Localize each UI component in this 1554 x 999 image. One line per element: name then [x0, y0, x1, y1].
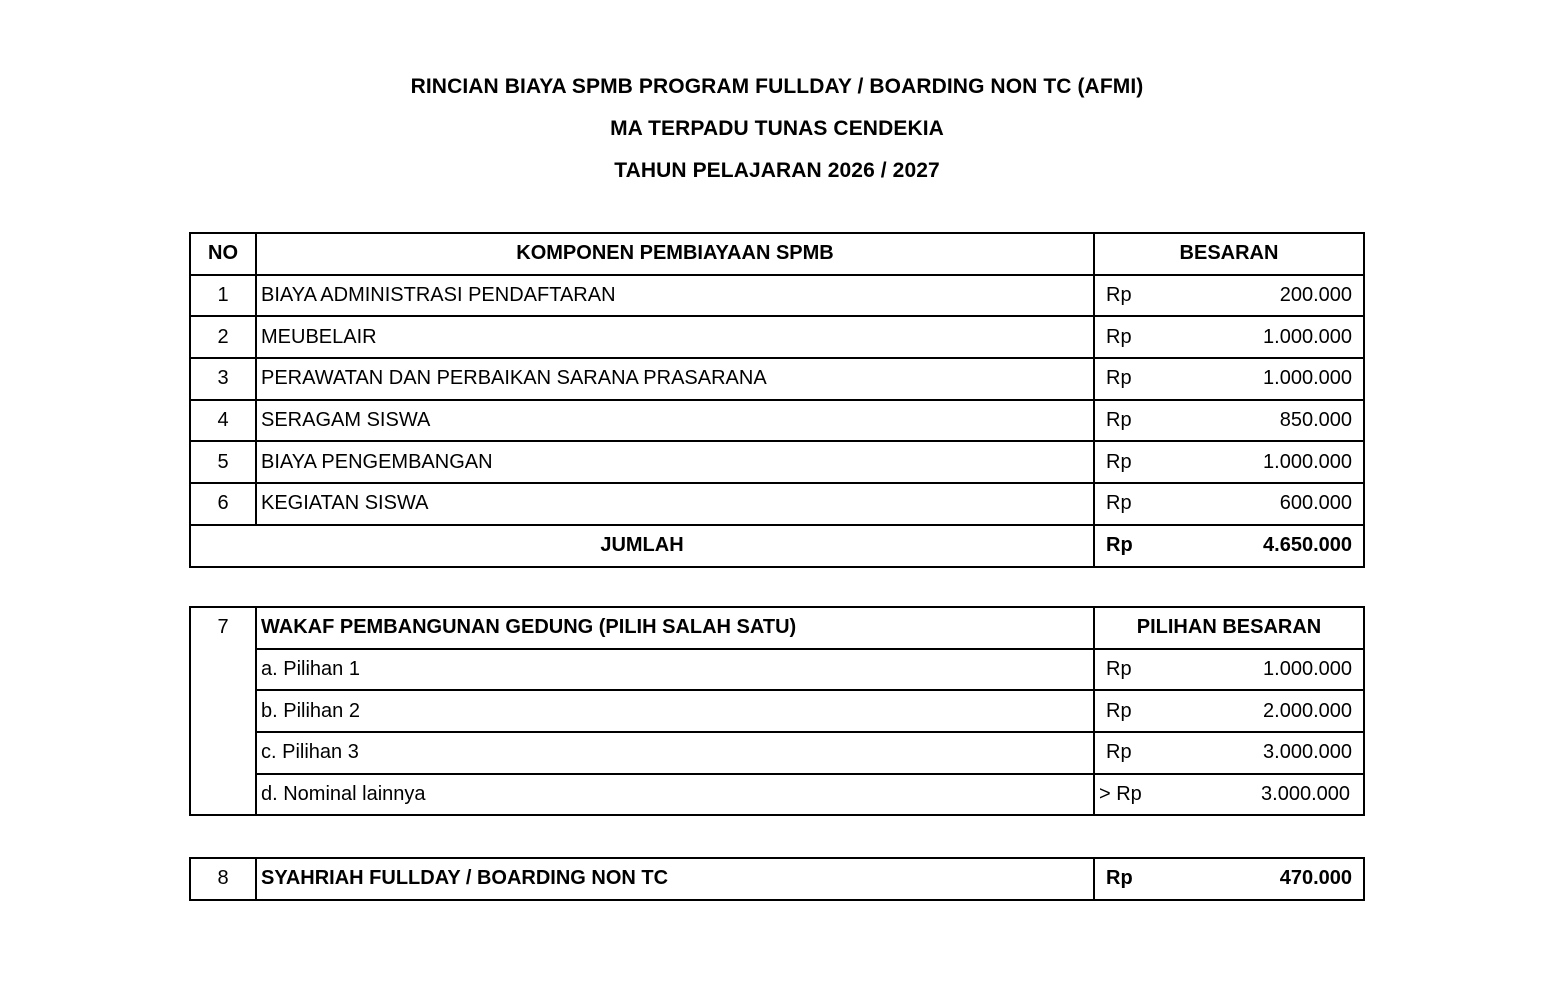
- wakaf-table: [189, 606, 1365, 816]
- total-row: [190, 525, 1364, 567]
- list-item: [190, 649, 1364, 691]
- option-label: d. Nominal lainnya: [256, 774, 1094, 816]
- list-item: [190, 690, 1364, 732]
- syahriah-no: 8: [190, 858, 256, 900]
- title-line-3: TAHUN PELAJARAN 2026 / 2027: [614, 159, 940, 182]
- table-row: [190, 358, 1364, 400]
- table-row: [190, 483, 1364, 525]
- currency-label: Rp: [1106, 367, 1132, 390]
- row-amount-cell: [1094, 483, 1364, 525]
- table-row: [190, 441, 1364, 483]
- row-no: 3: [190, 358, 256, 400]
- row-amount-cell: [1094, 275, 1364, 317]
- wakaf-amount-header: PILIHAN BESARAN: [1094, 607, 1364, 649]
- currency-label: Rp: [1106, 492, 1132, 515]
- row-no: 5: [190, 441, 256, 483]
- list-item: [190, 732, 1364, 774]
- row-item: PERAWATAN DAN PERBAIKAN SARANA PRASARANA: [256, 358, 1094, 400]
- amount-value: 2.000.000: [1263, 699, 1352, 722]
- row-item: MEUBELAIR: [256, 316, 1094, 358]
- amount-value: 200.000: [1279, 284, 1352, 307]
- wakaf-no: 7: [190, 607, 256, 815]
- row-no: 2: [190, 316, 256, 358]
- wakaf-header-row: [190, 607, 1364, 649]
- amount-value: 1.000.000: [1263, 325, 1352, 348]
- row-item: BIAYA PENGEMBANGAN: [256, 441, 1094, 483]
- amount-value: 470.000: [1279, 867, 1352, 890]
- table-row: [190, 316, 1364, 358]
- option-label: a. Pilihan 1: [256, 649, 1094, 691]
- amount-value: 850.000: [1279, 409, 1352, 432]
- row-item: KEGIATAN SISWA: [256, 483, 1094, 525]
- syahriah-amount-cell: [1094, 858, 1364, 900]
- amount-value: 3.000.000: [1261, 783, 1350, 806]
- currency-label: Rp: [1106, 699, 1132, 722]
- row-amount-cell: [1094, 358, 1364, 400]
- table-header-row: [190, 233, 1364, 275]
- syahriah-table: [189, 857, 1365, 901]
- title-line-2: MA TERPADU TUNAS CENDEKIA: [610, 117, 944, 140]
- row-amount-cell: [1094, 441, 1364, 483]
- row-amount-cell: [1094, 400, 1364, 442]
- amount-value: 1.000.000: [1263, 450, 1352, 473]
- table-row: [190, 858, 1364, 900]
- header-amount: BESARAN: [1094, 233, 1364, 275]
- option-label: b. Pilihan 2: [256, 690, 1094, 732]
- list-item: [190, 774, 1364, 816]
- currency-label: Rp: [1106, 450, 1132, 473]
- total-label: JUMLAH: [190, 525, 1094, 567]
- row-amount-cell: [1094, 316, 1364, 358]
- currency-label: Rp: [1106, 534, 1133, 557]
- table-row: [190, 275, 1364, 317]
- amount-value: 1.000.000: [1263, 367, 1352, 390]
- amount-value: 600.000: [1279, 492, 1352, 515]
- currency-label: Rp: [1106, 284, 1132, 307]
- currency-label: > Rp: [1099, 783, 1142, 806]
- option-amount-cell: [1094, 774, 1364, 816]
- table-row: [190, 400, 1364, 442]
- option-amount-cell: [1094, 732, 1364, 774]
- currency-label: Rp: [1106, 325, 1132, 348]
- title-line-1: RINCIAN BIAYA SPMB PROGRAM FULLDAY / BOARDING NON TC (AFMI): [410, 75, 1144, 98]
- row-item: SERAGAM SISWA: [256, 400, 1094, 442]
- row-no: 4: [190, 400, 256, 442]
- document-title: [0, 66, 1554, 192]
- syahriah-item: SYAHRIAH FULLDAY / BOARDING NON TC: [256, 858, 1094, 900]
- currency-label: Rp: [1106, 867, 1133, 890]
- header-component: KOMPONEN PEMBIAYAAN SPMB: [256, 233, 1094, 275]
- row-item: BIAYA ADMINISTRASI PENDAFTARAN: [256, 275, 1094, 317]
- option-amount-cell: [1094, 649, 1364, 691]
- currency-label: Rp: [1106, 741, 1132, 764]
- currency-label: Rp: [1106, 658, 1132, 681]
- total-amount: 4.650.000: [1263, 534, 1352, 557]
- amount-value: 3.000.000: [1263, 741, 1352, 764]
- wakaf-title: WAKAF PEMBANGUNAN GEDUNG (PILIH SALAH SATU): [256, 607, 1094, 649]
- option-label: c. Pilihan 3: [256, 732, 1094, 774]
- amount-value: 1.000.000: [1263, 658, 1352, 681]
- fee-components-table: [189, 232, 1365, 568]
- header-no: NO: [190, 233, 256, 275]
- row-no: 6: [190, 483, 256, 525]
- row-no: 1: [190, 275, 256, 317]
- total-amount-cell: [1094, 525, 1364, 567]
- currency-label: Rp: [1106, 409, 1132, 432]
- option-amount-cell: [1094, 690, 1364, 732]
